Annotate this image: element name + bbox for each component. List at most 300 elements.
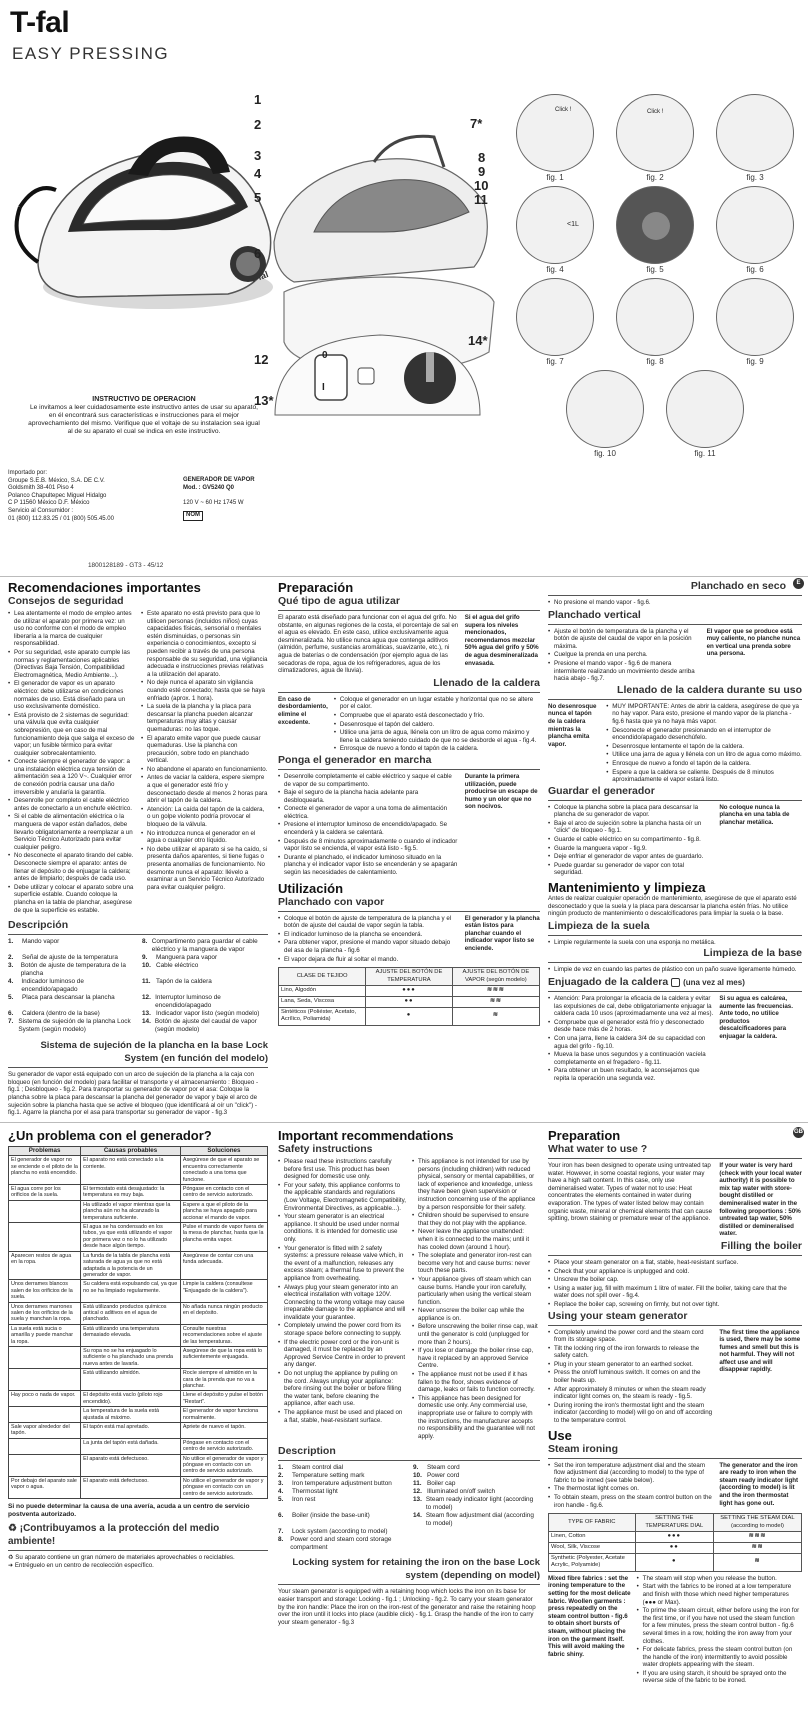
es-store-title: Guardar el generador [548, 784, 655, 797]
importer-line: Polanco Chapultepec Miguel Hidalgo [8, 492, 107, 499]
es-ironing-column [548, 580, 802, 1084]
list-item: • Desenrosque el tapón del caldero. [334, 721, 540, 729]
callout-4: 4 [254, 166, 262, 181]
list-item: • Compruebe que el aparato está desconectado y frío. [334, 712, 540, 720]
es-settings-table [278, 967, 540, 1026]
en-use-side: The generator and the iron are ready to iron when the steam ready indicator light (according to model) is lit and the iron thermostat light has gone out. [719, 1461, 799, 1507]
en-desc-title: Description [278, 1445, 336, 1458]
catalog-code: 1800128189 - GT3 - 45/12 [88, 562, 164, 569]
table-header: TYPE OF FABRIC [549, 1514, 636, 1532]
list-item: • Conecte siempre el generador de vapor: a una instalación eléctrica cuya tensión de alimentación sea a 120 V~. Cualquier error de conexión podría causar una daño irreversible y anularía la garantía. [8, 758, 135, 796]
intro-text: Le invitamos a leer cuidadosamente este instructivo antes de usar su aparato, en él encontrará sus características e instrucciones para el mejor aprovechamiento del mismo. Verifique que el voltaje de su instalacion sea igual al de su aparato el cual se indica en este instructivo. [28, 404, 260, 435]
es-rinse-note: (una vez al mes) [683, 978, 745, 987]
intro-title: INSTRUCTIVO DE OPERACION [92, 396, 196, 403]
section-divider [0, 576, 808, 577]
table-row: La temperatura de la suela está ajustada al máximo. El generador de vapor funciona normalmente. [9, 1407, 268, 1423]
en-settings-table [548, 1513, 802, 1572]
desc-item: 9. Manguera para vapor [142, 954, 218, 962]
list-item: • This appliance is not intended for use by persons (including children) with reduced physical, sensory or mental capabilities, or lack of experience and knowledge, unless they have been given supervision or instruction concerning use of the appliance by a person responsible for their safety. [412, 1158, 540, 1211]
desc-item: 13. Steam ready indicator light (according to model) [413, 1496, 534, 1512]
list-item: • Compruebe que el generador está frío y desconectado desde hace más de 2 horas. [548, 1019, 713, 1034]
desc-item: 13. Indicador vapor listo (según modelo) [142, 1010, 260, 1018]
desc-item: 4. Thermostat light [278, 1488, 338, 1496]
list-item: • Your generator is fitted with 2 safety systems: a pressure release valve which, in the event of a malfunction, releases any excess steam; a thermal fuse to prevent the appliance from overheating. [278, 1245, 406, 1283]
es-base-text: • Limpie de vez en cuando las partes de plástico con un paño suave ligeramente húmedo. [548, 966, 802, 974]
list-item: • Presione el mando vapor - fig.6 de manera intermitente realizando un movimiento desde arriba hacia abajo - fig.7. [548, 660, 701, 683]
es-start-list [278, 773, 459, 878]
list-item: • No debe utilizar el aparato si se ha caído, si presenta daños aparentes, si tiene fugas o presenta anomalías de funcionamiento. No desmonte nunca el aparato: llévelo a examinar a un Servicio Técnico Autorizado para evitar cualquier peligro. [141, 846, 268, 892]
figure-9 [710, 278, 800, 366]
table-row: Lana, Seda, Viscosa ●● ≋≋ [279, 996, 540, 1007]
es-prep-title: Preparación [278, 580, 354, 595]
figure-caption: fig. 11 [694, 449, 716, 458]
list-item: • Using a water jug, fill with maximum 1 litre of water. Fill the boiler, taking care that the water does not spill over - fig.4. [548, 1285, 802, 1300]
es-preparation-column [278, 580, 540, 1026]
desc-item: 11. Tapón de la caldera [142, 978, 212, 986]
es-maint-title: Mantenimiento y limpieza [548, 880, 706, 896]
list-item: • Está provisto de 2 sistemas de seguridad: una válvula que evita cualquier sobrepresión, que en caso de mal funcionamiento deja que salga el exceso de vapor; un fusible térmico para evitar cualquier sobrecalentamiento. [8, 712, 135, 758]
list-item: • Please read these instructions carefully before first use. This product has been designed for domestic use only. [278, 1158, 406, 1181]
recycle-icon: ♻ [8, 1523, 17, 1535]
es-vert-list [548, 628, 701, 684]
list-item: • Cuelgue la prenda en una percha. [548, 651, 701, 659]
list-item: • Desenrolle por completo el cable eléctrico antes de conectarlo a un enchufe eléctrico. [8, 797, 135, 812]
table-header: AJUSTE DEL BOTÓN DE VAPOR (según modelo) [452, 968, 539, 986]
list-item: • Atención: Para prolongar la eficacia de la caldera y evitar las expulsiones de cal, debe obligatoriamente enjuagar la caldera cada 10 usos (aproximadamente una vez al mes). [548, 995, 713, 1018]
calendar-icon [671, 978, 680, 987]
callout-3: 3 [254, 148, 262, 163]
steam-med-icon: ≋≋ [713, 1542, 801, 1553]
problems-table [8, 1146, 268, 1499]
table-row: Linen, Cotton ●●● ≋≋≋ [549, 1532, 802, 1543]
list-item: • Before unscrewing the boiler rinse cap, wait until the generator is cold (unplugged for more than 2 hours). [412, 1323, 540, 1346]
en-safety-list-a [278, 1158, 406, 1424]
table-row: La junta del tapón está dañada. Póngase en contacto con el centro de servicio autorizado. [9, 1438, 268, 1454]
en-start-side: The first time the appliance is used, there may be some fumes and smell but this is not harmful. They will not affect use and will disappear rapidly. [719, 1328, 801, 1374]
es-dry-title: Planchado en seco [690, 580, 786, 592]
es-maint-text: Antes de realizar cualquier operación de mantenimiento, asegúrese de que el aparato esté desconectado y que la suela y la placa para descansar la plancha estén frías. No utilice ningún producto de mantenimiento o descalcificadores para limpiar la suela o la base. [548, 895, 797, 918]
table-row: Unos derrames marrones salen de los orificios de la suela y manchan la ropa. Está utilizando productos químicos antical o aditivos en el agua de planchado. No añada nunca ningún producto en el depósito. [9, 1302, 268, 1324]
list-item: • Coloque el botón de ajuste de temperatura de la plancha y el botón de ajuste del caudal de vapor según la tabla. [278, 915, 459, 930]
cover-band [0, 0, 808, 575]
table-row: Sale vapor alrededor del tapón. El tapón está mal apretado. Apriete de nuevo el tapón. [9, 1423, 268, 1439]
section-divider [0, 1122, 808, 1123]
list-item: • The steam will stop when you release the button. [637, 1575, 802, 1583]
importer-line: C P 11560 México D.F. México [8, 500, 90, 507]
en-fill-title: Filling the boiler [720, 1239, 802, 1252]
table-row: Synthetic (Polyester, Acetate Acrylic, Polyamide) ● ≋ [549, 1553, 802, 1571]
list-item: • Enrosque de nuevo a fondo el tapón de la caldera. [606, 760, 802, 768]
switch-on-mark: I [322, 382, 325, 393]
callout-10: 10 [474, 178, 489, 193]
list-item: • Ajuste el botón de temperatura de la plancha y el botón de ajuste del caudal de vapor en la posición máxima. [548, 628, 701, 651]
list-item: • The appliance must not be used if it has fallen to the floor, shows evidence of damage, leaks or fails to function correctly. [412, 1371, 540, 1394]
list-item: • Durante el planchado, el indicador luminoso situado en la plancha y el indicador vapor listo se encenderán y se apagarán según las necesidades de calentamiento. [278, 854, 459, 877]
importer-block [8, 470, 158, 523]
list-item: • To prime the steam circuit, either before using the iron for the first time, or if you have not used the steam function for a few minutes, press the steam control button - fig.6 several times in a row, holding the iron away from your clothes. [637, 1607, 802, 1645]
table-row: Por debajo del aparato sale vapor o agua. El aparato está defectuoso. No utilice el generador de vapor y póngase en contacto con un centro de servicio autorizado. [9, 1476, 268, 1498]
es-fill-list [334, 696, 540, 754]
list-item: • Deje enfriar el generador de vapor antes de guardarlo. [548, 853, 713, 861]
electrical-rating: 120 V ~ 60 Hz 1745 W [183, 499, 244, 506]
figure-caption: fig. 8 [646, 357, 664, 366]
table-row: El aparato está defectuoso. No utilice el generador de vapor y póngase en contacto con un centro de servicio autorizado. [9, 1454, 268, 1476]
figure-caption: fig. 7 [546, 357, 564, 366]
es-use-side: El generador y la plancha están listos para planchar cuando el indicador vapor listo se enciende. [464, 914, 540, 952]
desc-item: 14. Botón de ajuste del caudal de vapor (según modelo) [142, 1018, 257, 1034]
list-item: • Guarde la manguera vapor - fig.9. [548, 845, 713, 853]
desc-item: 7. Lock system (according to model) [278, 1528, 388, 1536]
desc-item: 5. Placa para descansar la plancha [8, 994, 115, 1002]
figure-caption: fig. 10 [594, 449, 616, 458]
figure-caption: fig. 1 [546, 173, 564, 182]
figure-caption: fig. 4 [546, 265, 564, 274]
callout-12: 12 [254, 352, 269, 367]
table-header: SETTING THE STEAM DIAL (according to model) [713, 1514, 801, 1532]
table-header: CLASE DE TEJIDO [279, 968, 366, 986]
es-fill-title: Llenado de la caldera [433, 676, 540, 689]
list-item: • Always plug your steam generator into an electrical installation with voltage 120V. Connecting to the wrong voltage may cause irreparable damage to the appliance and will invalidate your guarantee. [278, 1284, 406, 1322]
callout-5: 5 [254, 190, 262, 205]
list-item: • Utilice una jarra de agua, llénela con un litro de agua como máximo y llene la caldera teniendo cuidado de que no se desborde el agua - fig.4. [334, 729, 540, 744]
es-vert-side: El vapor que se produce está muy caliente, no planche nunca en vertical una prenda sobre una persona. [706, 627, 801, 658]
es-rec-title: Recomendaciones importantes [8, 580, 201, 595]
table-header: Soluciones [180, 1147, 267, 1156]
en-use-list [548, 1462, 713, 1511]
list-item: • Baje el seguro de la plancha hacia adelante para desbloquearla. [278, 789, 459, 804]
es-rinse-side: Si su agua es calcárea, aumente las frecuencias. Ante todo, no utilice productos descalcificadores para enjuagar la caldera. [719, 995, 793, 1040]
list-item: • Do not unplug the appliance by pulling on the cord. Always unplug your appliance: before rinsing out the boiler or before filling the water tank, before cleaning the appliance, after each use. [278, 1370, 406, 1408]
list-item: • No deje nunca el aparato sin vigilancia cuando esté conectado; hasta que se haya enfriado (aprox. 1 hora). [141, 679, 268, 702]
desc-item: 8. Power cord and steam cord storage compartment [278, 1536, 392, 1552]
figure-caption: fig. 3 [746, 173, 764, 182]
en-safety-list-b [412, 1158, 540, 1440]
list-item: • The soleplate and generator iron-rest can become very hot and cause burns: never touch these parts. [412, 1252, 540, 1275]
problems-footer: Si no puede determinar la causa de una avería, acuda a un centro de servicio postventa autorizado. [8, 1503, 250, 1518]
es-safety-column [8, 580, 268, 1119]
list-item: • Start with the fabrics to be ironed at a low temperature and finish with those which need higher temperatures (●●● or Max). [637, 1583, 802, 1606]
switch-off-mark: 0 [322, 350, 328, 361]
list-item: • Atención: La caída del tapón de la caldera, o un golpe violento podría provocar el bloqueo de la válvula. [141, 806, 268, 829]
figure-5 [610, 186, 700, 274]
list-item: • Para obtener vapor, presione el mando vapor situado debajo del asa de la plancha - fig.6 [278, 939, 459, 954]
product-line: EASY PRESSING [12, 44, 170, 63]
tfal-base-logo: T-fal [248, 269, 270, 285]
table-row: Su ropa no se ha enjuagado lo suficiente o ha planchado una prenda nueva antes de lavarla. Asegúrese de que la ropa está lo suficientemente enjuagada. [9, 1346, 268, 1368]
table-row: Wool, Silk, Viscose ●● ≋≋ [549, 1542, 802, 1553]
importer-line: Goldsmith 38-401 Piso 4 [8, 485, 74, 492]
table-row: El agua se ha condensado en los tubos, ya que está utilizando el vapor por primera vez o no lo ha utilizado desde hace algún tiempo. Pulse el mando de vapor fuera de la mesa de planchar, hasta que la plancha emita vapor. [9, 1223, 268, 1252]
list-item: • Por su seguridad, este aparato cumple las normas y reglamentaciones aplicables (Directivas Baja Tensión, Compatibilidad Electromagnética, Medio Ambiente...). [8, 649, 135, 679]
importer-line: Groupe S.E.B. México, S.A. DE C.V. [8, 477, 105, 484]
figure-grid [505, 90, 805, 470]
list-item: • La suela de la plancha y la placa para descansar la plancha pueden alcanzar temperaturas muy altas y causar quemaduras: no las toque. [141, 703, 268, 733]
es-refill-title: Llenado de la caldera durante su uso [617, 683, 802, 696]
callout-14: 14* [468, 333, 488, 348]
list-item: • Completely unwind the power cord and the steam cord from its storage space. [548, 1329, 713, 1344]
list-item: • Presione el interruptor luminoso de encendido/apagado. Se encenderá y la caldera se calentará. [278, 821, 459, 836]
list-item: • Place your steam generator on a flat, stable, heat-resistant surface. [548, 1259, 802, 1267]
list-item: • Conecte el generador de vapor a una toma de alimentación eléctrica. [278, 805, 459, 820]
list-item: • Antes de vaciar la caldera, espere siempre a que el generador esté frío y desconectado desde al menos 2 horas para abrir el tapón de la caldera. [141, 774, 268, 804]
steam-med-icon: ≋≋ [452, 996, 539, 1007]
es-desc-title: Descripción [8, 919, 69, 932]
desc-item: 4. Indicador luminoso de encendido/apagado [8, 978, 84, 994]
liter-label: <1L [567, 221, 579, 228]
es-vert-title: Planchado vertical [548, 608, 641, 621]
recycle-small-icon: ♻ [8, 1554, 16, 1562]
list-item: • Your appliance gives off steam which can cause burns. Handle your iron carefully, particularly when using the vertical steam function. [412, 1276, 540, 1306]
list-item: • Si el cable de alimentación eléctrica o la manguera de vapor están dañados, debe llevarlo obligatoriamente a reemplazar a un Servicio Técnico Autorizado para evitar cualquier peligro. [8, 813, 135, 851]
list-item: • After approximately 8 minutes or when the steam ready indicator light comes on, the steam is ready - fig.5. [548, 1386, 713, 1401]
callout-6: 6 [254, 246, 262, 261]
figure-caption: fig. 5 [646, 265, 664, 274]
table-row: Aparecen restos de agua en la ropa. La funda de la tabla de plancha está saturada de agua ya que no está adaptada a la potencia de un generador de vapor. Asegúrese de contar con una funda adecuada. [9, 1251, 268, 1280]
list-item: • If the electric power cord or the iron-unit is damaged, it must be replaced by an Approved Service Centre in order to prevent any danger. [278, 1339, 406, 1369]
es-base-title: Limpieza de la base [703, 947, 802, 960]
nom-mark: NOM [183, 511, 203, 521]
table-header: Causas probables [81, 1147, 181, 1156]
es-use-subtitle: Planchado con vapor [278, 895, 385, 908]
list-item: • Guarde el cable eléctrico en su compartimento - fig.8. [548, 836, 713, 844]
table-row: El agua corre por los orificios de la suela. El termostato está desajustado: la temperatura es muy baja. Póngase en contacto con el centro de servicio autorizado. [9, 1185, 268, 1201]
list-item: • During ironing the iron's thermostat light and the steam indicator (according to model) will go on and off according to the temperature control. [548, 1402, 713, 1425]
en-safety-column [278, 1128, 540, 1628]
list-item: • No desconecte el aparato tirando del cable. Desconecte siempre el aparato: antes de llenar el depósito o de enjuagar la caldera; antes de limpiarlo; después de cada uso. [8, 852, 135, 882]
desc-item: 6. Caldera (dentro de la base) [8, 1010, 100, 1018]
callout-13: 13* [254, 393, 274, 408]
figure-caption: fig. 2 [646, 173, 664, 182]
desc-item: 2. Señal de ajuste de la temperatura [8, 954, 118, 962]
list-item: • This appliance has been designed for domestic use only. Any commercial use, inappropriate use or failure to comply with the instructions, the manufacturer accepts no responsibility and the guarantee will not apply. [412, 1395, 540, 1441]
desc-item: 5. Iron rest [278, 1496, 316, 1504]
figure-4 [510, 186, 600, 274]
figure-10 [560, 370, 650, 458]
model-block [183, 477, 283, 521]
importer-line: 01 (800) 112.83.25 / 01 (800) 505.45.00 [8, 515, 114, 522]
es-safety-list-a [8, 610, 135, 914]
figure-3 [710, 94, 800, 182]
figure-1 [510, 94, 600, 182]
steam-max-icon: ≋≋≋ [713, 1532, 801, 1543]
list-item: • Espere a que la caldera se caliente. Después de 8 minutos aproximadamente el vapor estará listo. [606, 769, 802, 784]
table-row: Sintéticos (Poliéster, Acetato, Acrílico, Poliamida) ● ≋ [279, 1007, 540, 1025]
es-fill-side: En caso de desbordamiento, elimine el excedente. [278, 695, 328, 726]
click-label: Click ! [647, 109, 664, 115]
list-item: • Después de 8 minutos aproximadamente o cuando el indicador vapor listo se encienda, el vapor está listo - fig.5. [278, 838, 459, 853]
list-item: • If you lose or damage the boiler rinse cap, have it replaced by an approved Service Centre. [412, 1347, 540, 1370]
list-item: • Este aparato no está previsto para que lo utilicen personas (incluidos niños) cuyas capacidades físicas, sensorial o mentales estén disminuidas, o personas sin experiencia o conocimientos, excepto si pueden recibir a través de una persona responsable de su seguridad, una vigilancia adecuada e instrucciones previas relativas a la utilización del aparato. [141, 610, 268, 678]
table-row: Hay poco o nada de vapor. El depósito está vacío (piloto rojo encendido). Llene el depósito y pulse el botón "Restart". [9, 1391, 268, 1407]
callout-1: 1 [254, 92, 262, 107]
list-item: • Desenrosque lentamente el tapón de la caldera. [606, 743, 802, 751]
table-row: Lino, Algodón ●●● ≋≋≋ [279, 986, 540, 997]
es-prep-text: El aparato está diseñado para funcionar con el agua del grifo. No obstante, en algunas regiones de la costa, el porcentaje de sal en el agua es elevado. En este caso, utilice exclusivamente agua desmineralizada. No utilice nunca agua que contenga aditivos (almidón, perfume, sustancias aromáticas, suavizante, etc.), ni agua de baterías o de condensación (por ejemplo agua de las secadoras de ropa, agua de los refrigeradores, agua de los climatizadores, agua de lluvia). [278, 614, 459, 675]
list-item: • Unscrew the boiler cap. [548, 1276, 802, 1284]
desc-item: 3. Iron temperature adjustment button [278, 1480, 392, 1488]
desc-item: 11. Boiler cap [413, 1480, 456, 1488]
product-type: GENERADOR DE VAPOR [183, 477, 255, 483]
callout-9: 9 [478, 164, 486, 179]
table-header: AJUSTE DEL BOTÓN DE TEMPERATURA [366, 968, 452, 986]
intro-box [28, 396, 260, 436]
table-row: Ha utilizado el vapor mientras que la plancha aún no ha alcanzado la temperatura suficiente. Espere a que el piloto de la plancha se haya apagado para accionar el mando de vapor. [9, 1200, 268, 1222]
desc-item: 3. Botón de ajuste de temperatura de la plancha [8, 962, 126, 978]
list-item: • Baje el arco de sujeción sobre la plancha hasta oír un "click" de bloqueo - fig.1. [548, 820, 713, 835]
env-item-1: ♻ Su aparato contiene un gran número de materiales aprovechables o reciclables. [8, 1554, 235, 1562]
desc-item: 10. Cable eléctrico [142, 962, 199, 970]
en-fill-list [548, 1259, 802, 1309]
problems-title: ¿Un problema con el generador? [8, 1128, 212, 1143]
es-rec-subtitle: Consejos de seguridad [8, 595, 124, 607]
figure-11 [660, 370, 750, 458]
en-start-title: Using your steam generator [548, 1309, 688, 1322]
desc-item [413, 1528, 540, 1536]
figure-7 [510, 278, 600, 366]
list-item: • Puede guardar su generador de vapor con total seguridad. [548, 862, 713, 877]
en-preparation-column [548, 1128, 802, 1686]
list-item: • Replace the boiler cap, screwing on firmly, but not over tight. [548, 1301, 802, 1309]
es-refill-side: No desenrosque nunca el tapón de la caldera mientras la plancha emita vapor. [548, 702, 597, 748]
en-rec-subtitle: Safety instructions [278, 1143, 373, 1155]
es-lock-title: Sistema de sujeción de la plancha en la base Lock System (en función del modelo) [40, 1040, 268, 1065]
callout-2: 2 [254, 117, 262, 132]
list-item: • Coloque el generador en un lugar estable y horizontal que no se altere por el calor. [334, 696, 540, 711]
en-prep-text: Your iron has been designed to operate using untreated tap water. However, in some coastal regions, your water may have a high salt content. In this case, only use demineralised water. Types of water not to use: Heat concentrates the elements contained in water during evaporation. The types of water listed below may contain organic waste, mineral or chemical elements that can cause spitting, brown staining or premature wear of the appliance. [548, 1162, 713, 1223]
es-safety-list-b [141, 610, 268, 891]
en-mixed-list [637, 1575, 802, 1686]
es-lock-text: Su generador de vapor está equipado con un arco de sujeción de la plancha a la caja con bloqueo (en función del modelo) para facilitar el transporte y el almacenamiento : Bloqueo - fig.1 ; Desbloqueo - fig.2. Para transportar su generador de vapor por el asa: Coloque la plancha sobre la placa para descansar la plancha del generador de vapor y baje el arco de sujeción sobre la plancha hasta que se active el bloqueo (que identificará al oír un "click") - fig.1. Agarre la plancha por el asa para transportar su generador de vapor - fig.3 [8, 1071, 259, 1117]
desc-item: 8. Compartimento para guardar el cable eléctrico y la manguera de vapor [142, 938, 258, 954]
env-title: ¡Contribuyamos a la protección del medio ambiente! [8, 1523, 220, 1548]
en-description-list [278, 1464, 540, 1552]
es-sole-title: Limpieza de la suela [548, 919, 650, 932]
table-row: Está utilizando almidón. Rocíe siempre el almidón en la cara de la prenda que no va a planchar. [9, 1369, 268, 1391]
es-prep-side: Si el agua del grifo supera los niveles mencionados, recomendamos mezclar 50% agua del grifo y 50% de agua desmineralizada envasada. [464, 614, 539, 667]
list-item: • Never unscrew the boiler cap while the appliance is on. [412, 1307, 540, 1322]
en-lock-title: Locking system for retaining the iron on the base Lock system (depending on model) [292, 1557, 540, 1582]
list-item: • For your safety, this appliance conforms to the applicable standards and regulations (Low Voltage, Electromagnetic Compatibility, Environmental Directives, as applicable...). [278, 1182, 406, 1212]
figure-8 [610, 278, 700, 366]
list-item: • Tilt the locking ring of the iron forwards to release the safety catch. [548, 1345, 713, 1360]
list-item: • Para obtener un buen resultado, le aconsejamos que repita la operación una segunda vez. [548, 1067, 713, 1082]
en-lock-text: Your steam generator is equipped with a retaining hoop which locks the iron on its base for easier transport and storage: Locking - fig.1 ; Unlocking - fig.2. To carry your steam generator by the iron handle: Place the iron on the iron-rest of the generator and raise the retaining hoop over the iron until it locks into place (audible click) - fig.1. Grasp the handle of the iron to carry your steam generator - fig.3 [278, 1588, 536, 1626]
list-item: • If you are using starch, it should be sprayed onto the reverse side of the fabric to be ironed. [637, 1670, 802, 1685]
es-use-list [278, 915, 459, 965]
es-refill-list [606, 703, 802, 785]
steam-ready-icon [642, 212, 670, 240]
steam-min-icon: ≋ [713, 1553, 801, 1571]
figure-caption: fig. 9 [746, 357, 764, 366]
desc-item: 7. Sistema de sujeción de la plancha Lock System (según modelo) [8, 1018, 131, 1034]
es-start-title: Ponga el generador en marcha [278, 753, 432, 766]
es-dry-text: • No presione el mando vapor - fig.6. [548, 599, 802, 607]
env-item-2: ➜ Entréguelo en un centro de recolección específico. [8, 1561, 154, 1569]
list-item: • Desenrolle completamente el cable eléctrico y saque el cable de vapor de su compartimento. [278, 773, 459, 788]
list-item: • The thermostat light comes on. [548, 1485, 713, 1493]
list-item: • To obtain steam, press on the steam control button on the iron handle - fig.6. [548, 1494, 713, 1509]
en-rec-title: Important recommendations [278, 1128, 454, 1143]
click-label: Click ! [555, 107, 572, 113]
product-photo [8, 112, 280, 317]
list-item: • MUY IMPORTANTE: Antes de abrir la caldera, asegúrese de que ya no hay vapor. Para esto, presione el mando vapor de la plancha - fig.6 hasta que ya no haya más vapor. [606, 703, 802, 726]
brand-logo: T-fal [10, 6, 70, 39]
callout-11: 11 [474, 192, 488, 207]
list-item: • Children should be supervised to ensure that they do not play with the appliance. [412, 1212, 540, 1227]
en-prep-side: If your water is very hard (check with your local water authority) it is possible to mix tap water with store-bought distilled or demineralised water in the following proportions : 50% untreated tap water, 50% distilled or demineralised water. [719, 1162, 802, 1238]
es-use-title: Utilización [278, 880, 344, 896]
en-use-subtitle: Steam ironing [548, 1442, 619, 1455]
desc-item: 14. Steam flow adjustment dial (according to model) [413, 1512, 534, 1528]
importer-line: Servicio al Consumidor : [8, 507, 74, 514]
figure-caption: fig. 6 [746, 265, 764, 274]
table-header: Problemas [9, 1147, 81, 1156]
list-item: • Check that your appliance is unplugged and cold. [548, 1268, 802, 1276]
figure-6 [710, 186, 800, 274]
en-prep-subtitle: What water to use ? [548, 1143, 648, 1155]
list-item: • The appliance must be used and placed on a flat, stable, heat-resistant surface. [278, 1409, 406, 1424]
es-rinse-list [548, 995, 713, 1084]
list-item: • El indicador luminoso de la plancha se encenderá. [278, 931, 459, 939]
list-item: • Plug in your steam generator to an earthed socket. [548, 1361, 713, 1369]
table-row: El generador de vapor no se enciende o el piloto de la plancha no está encendido. El aparato no está conectado a la corriente. Asegúrese de que el aparato se encuentra correctamente conectado a una toma que funcione. [9, 1156, 268, 1185]
model-number: Mod. : GV5240 Q0 [183, 484, 235, 491]
figure-2 [610, 94, 700, 182]
list-item: • Press the on/off luminous switch. It comes on and the boiler heats up. [548, 1369, 713, 1384]
desc-item: 10. Power cord [413, 1472, 460, 1480]
list-item: • No introduzca nunca el generador en el agua o cualquier otro líquido. [141, 830, 268, 845]
es-prep-subtitle: Qué tipo de agua utilizar [278, 595, 400, 607]
list-item: • Never leave the appliance unattended: when it is connected to the mains; until it has cooled down (around 1 hour). [412, 1228, 540, 1251]
es-description-list [8, 938, 268, 1034]
es-start-side: Durante la primera utilización, puede producirse un escape de humo y un olor que no son nocivos. [464, 772, 538, 811]
list-item: • No abandone el aparato en funcionamiento. [141, 766, 268, 774]
es-store-side: No coloque nunca la plancha en una tabla de planchar metálica. [719, 803, 790, 826]
desc-item: 9. Steam cord [413, 1464, 460, 1472]
list-item: • For delicate fabrics, press the steam control button (on the handle of the iron) intermittently to avoid possible water droplets appearing with the steam. [637, 1646, 802, 1669]
importer-line: Importado por: [8, 470, 48, 476]
list-item: • Debe utilizar y colocar el aparato sobre una superficie estable. Cuando coloque la plancha en la tabla de planchar, asegúrese de que la superficie es estable. [8, 884, 135, 914]
list-item: • Con una jarra, llene la caldera 3/4 de su capacidad con agua del grifo - fig.10. [548, 1035, 713, 1050]
problems-column [8, 1128, 268, 1569]
list-item: • Lea atentamente el modo de empleo antes de utilizar el aparato por primera vez: un uso no conforme con el modo de empleo liberaría a la marca de cualquier responsabilidad. [8, 610, 135, 648]
es-sole-text: • Limpie regularmente la suela con una esponja no metálica. [548, 939, 802, 947]
table-row: Unos derrames blancos salen de los orificios de la suela. Su caldera está expulsando cal, ya que no se ha limpiado regularmente. Limpie la caldera (consultese "Enjuagado de la caldera"). [9, 1280, 268, 1302]
table-header: SETTING THE TEMPERATURE DIAL [635, 1514, 713, 1532]
es-rinse-title: Enjuagado de la caldera [548, 976, 669, 988]
list-item: • Utilice una jarra de agua y llénela con un litro de agua como máximo. [606, 751, 802, 759]
lang-badge-es: E [793, 578, 804, 589]
list-item: • Desconecte el generador presionando en el interruptor de encendido/apagado desenchúfelo. [606, 727, 802, 742]
list-item: • Completely unwind the power cord from its storage space before connecting to supply. [278, 1322, 406, 1337]
en-prep-title: Preparation [548, 1128, 621, 1143]
desc-item: 12. Illuminated on/off switch [413, 1488, 496, 1496]
list-item: • Set the iron temperature adjustment dial and the steam flow adjustment dial (according to model) to the type of fabric to be ironed (see table below). [548, 1462, 713, 1485]
desc-item: 6. Boiler (inside the base-unit) [278, 1512, 370, 1520]
desc-item: 1. Steam control dial [278, 1464, 344, 1472]
arrow-icon: ➜ [8, 1561, 15, 1569]
list-item: • Enrosque de nuevo a fondo el tapón de la caldera. [334, 745, 540, 753]
list-item: • Mueva la base unos segundos y a continuación vacíela completamente en el fregadero - fig.11. [548, 1051, 713, 1066]
control-panel-diagram [270, 330, 485, 425]
desc-item: 2. Temperature setting mark [278, 1472, 365, 1480]
es-store-list [548, 804, 713, 878]
list-item: • Your steam generator is an electrical appliance. It should be used under normal conditions. It is intended for domestic use only. [278, 1213, 406, 1243]
desc-item: 12. Interruptor luminoso de encendido/apagado [142, 994, 221, 1010]
list-item: • El generador de vapor es un aparato eléctrico: debe utilizarse en condiciones normales de uso. Está diseñado para un uso exclusivamente doméstico. [8, 680, 135, 710]
callout-7: 7* [470, 116, 483, 131]
list-item: • El vapor dejara de fluir al soltar el mando. [278, 956, 459, 964]
